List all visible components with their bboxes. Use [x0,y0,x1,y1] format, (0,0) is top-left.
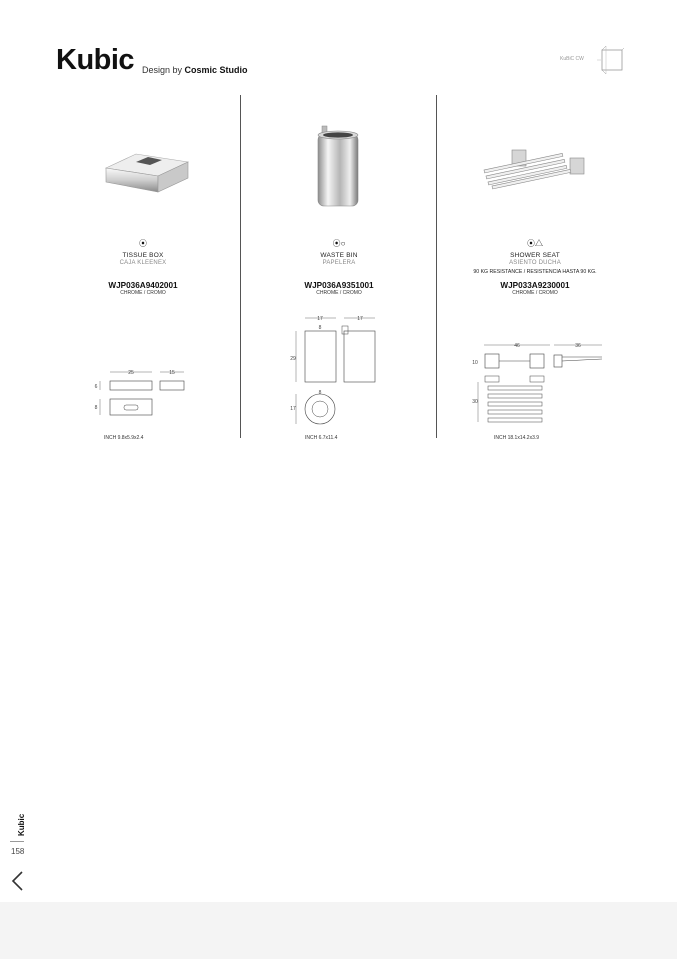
shower-seat-dimension-drawing [468,338,608,430]
product-code: WJP036A9351001 [304,281,374,290]
product-symbol: ⦿ [139,239,147,248]
product-finish: CHROME / CROMO [316,290,362,296]
design-credit [142,65,248,75]
brand-title: Kubic [56,44,135,76]
sidebar-brand [10,812,30,838]
product-name-es: PAPELERA [322,260,356,266]
dim-diameter: 17 [317,316,323,322]
sidebar-rule [10,841,24,842]
dim-seat-depth: 30 [472,399,478,405]
dim-top: 8 [318,325,322,331]
dim-diameter-side: 17 [357,316,363,322]
product-finish: CHROME / CROMO [120,290,166,296]
page-number: 158 [11,847,25,856]
waste-bin-dimension-drawing [286,312,381,430]
footer-bar [0,902,677,959]
inch-size: INCH 18.1x14.2x3.9 [494,435,540,441]
dim-front: 8 [94,405,98,411]
sidebar-brand-text: Kubic [17,813,26,836]
back-button[interactable] [9,870,27,892]
product-code: WJP036A9402001 [108,281,178,290]
waste-bin-image [314,124,362,212]
product-symbol: ⦿△ [527,239,543,248]
cube-icon [596,44,626,76]
dim-height: 6 [94,384,98,390]
dim-depth: 15 [169,370,175,376]
dim-height: 29 [290,356,296,362]
dim-width: 46 [514,343,520,349]
product-name: WASTE BIN [320,252,358,259]
tissue-box-image [100,148,192,198]
dim-inner: 8 [318,390,322,396]
dim-width: 25 [128,370,134,376]
product-resistance: 90 KG RESISTANCE / RESISTENCIA HASTA 90 KG. [473,269,597,275]
inch-size: INCH 6.7x11.4 [305,435,338,441]
product-symbol: ⦿○ [332,239,346,248]
shower-seat-image [478,146,590,192]
tissue-box-dimension-drawing [90,365,195,425]
product-name-es: CAJA KLEENEX [119,260,167,266]
dim-height-top: 10 [472,360,478,366]
column-divider [240,95,241,438]
inch-size: INCH 9.8x5.9x2.4 [104,435,144,441]
product-name-es: ASIENTO DUCHA [509,260,561,266]
product-code: WJP033A9230001 [500,281,570,290]
designer-name: Cosmic Studio [184,65,248,75]
corner-label: KuBiC CW [560,56,584,62]
product-finish: CHROME / CROMO [512,290,558,296]
dim-base: 17 [290,406,296,412]
product-name: SHOWER SEAT [510,252,560,259]
dim-depth: 36 [575,343,581,349]
column-divider [436,95,437,438]
design-prefix: Design by [142,65,183,75]
product-name: TISSUE BOX [122,252,164,259]
chevron-left-icon [13,872,22,890]
